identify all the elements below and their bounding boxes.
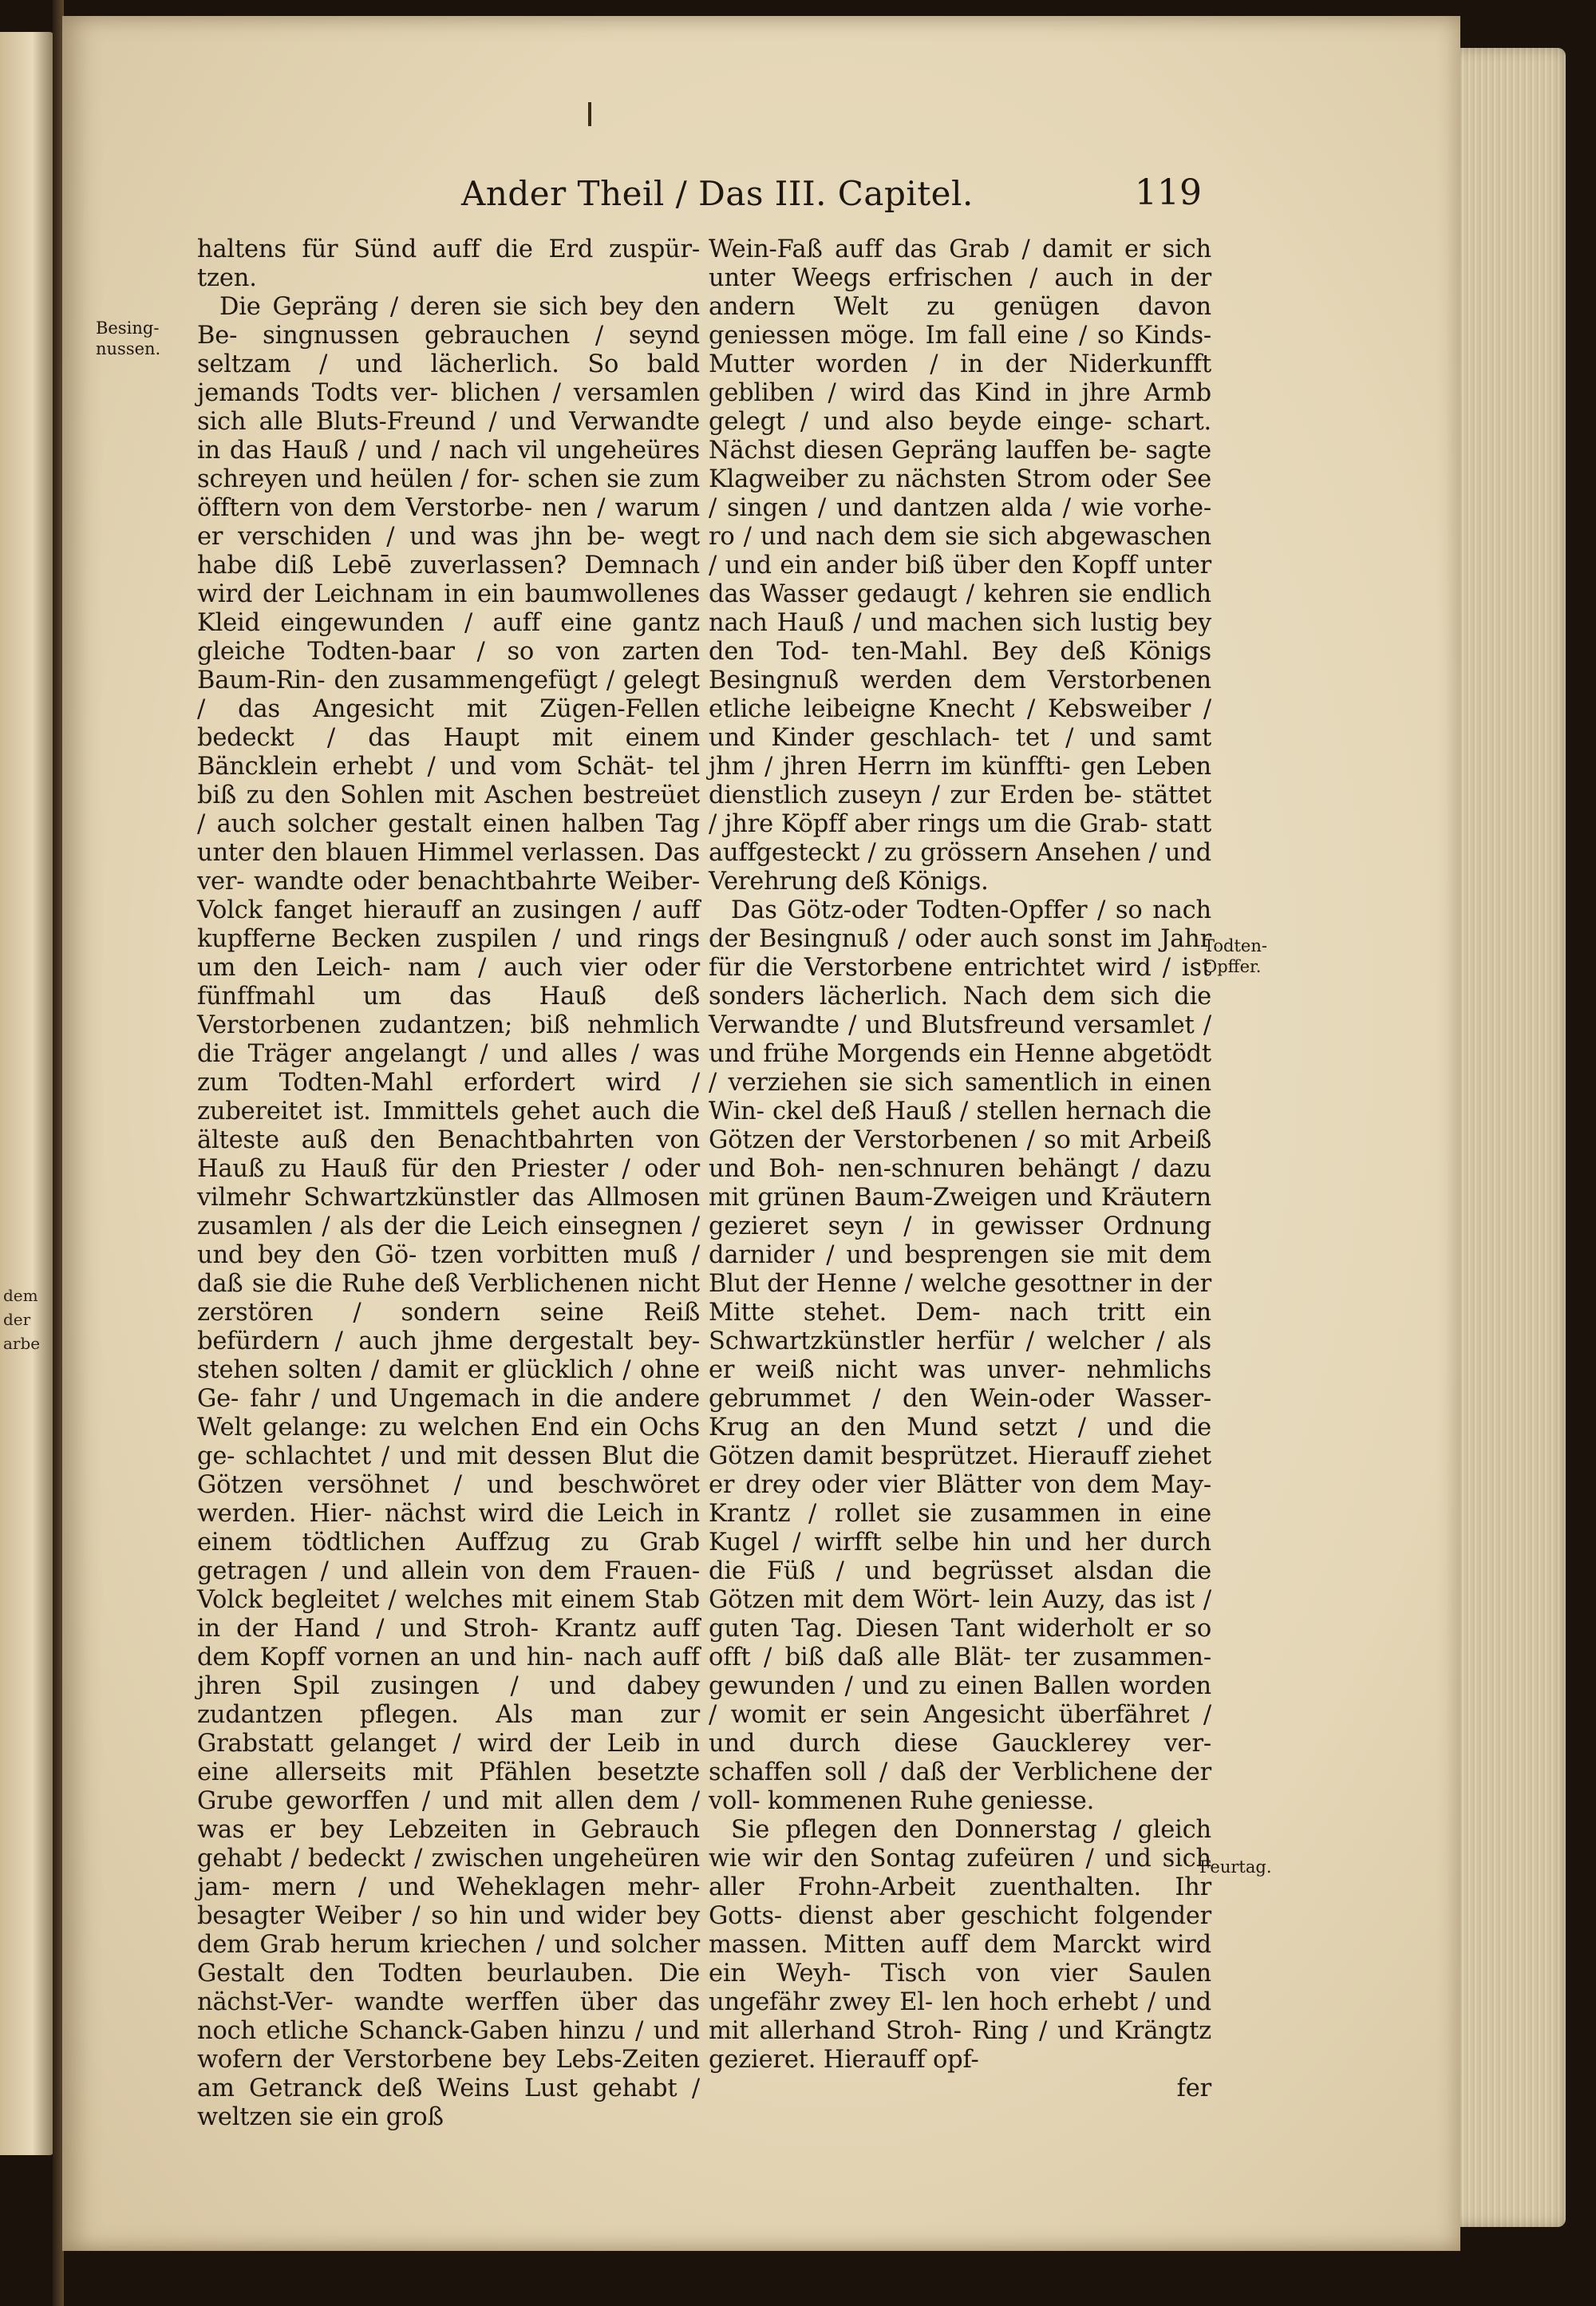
margin-note: Todten- Opffer.	[1203, 936, 1267, 976]
margin-note: Besing- nussen.	[96, 318, 161, 358]
page-number: 119	[1135, 172, 1202, 213]
page-edges	[1446, 48, 1566, 2227]
margin-note: Feurtag.	[1199, 1857, 1272, 1877]
right-column	[709, 235, 1211, 2103]
left-page-fragment: der	[3, 1310, 31, 1329]
paragraph: Sie pflegen den Donnerstag / gleich wie wir den Sontag zufeüren / und sich aller Frohn-Arbeit zuenthalten. Ihr Gotts- dienst aber geschicht folgender massen. Mitten auff dem Marckt wird ein Weyh- Tisch von vier Saulen ungefähr zwey El- len hoch erhebt / und mit allerhand Stroh- Ring / und Krängtz gezieret. Hierauff opf-	[709, 1816, 1211, 2074]
left-page-fragment: dem	[3, 1286, 38, 1305]
running-head: Ander Theil / Das III. Capitel.	[461, 174, 974, 213]
left-column	[197, 235, 700, 2132]
paragraph: Das Götz-oder Todten-Opffer / so nach der Besingnuß / oder auch sonst im Jahr für die Verstorbene entrichtet wird / ist sonders lächerlich. Nach dem sich die Verwandte / und Blutsfreund versamlet / und frühe Morgends ein Henne abgetödt / verziehen sie sich samentlich in einen Win- ckel deß Hauß / stellen hernach die Götzen der Verstorbenen / so mit Arbeiß und Boh- nen-schnuren behängt / dazu mit grünen Baum-Zweigen und Kräutern gezieret seyn / in gewisser Ordnung darnider / und besprengen sie mit dem Blut der Henne / welche gesottner in der Mitte stehet. Dem- nach tritt ein Schwartzkünstler herfür / welcher / als er weiß nicht was unver- nehmlichs gebrummet / den Wein-oder Wasser-Krug an den Mund setzt / und die Götzen damit besprützet. Hierauff ziehet er drey oder vier Blätter von dem May- Krantz / rollet sie zusammen in eine Kugel / wirfft selbe hin und her durch die Füß / und begrüsset alsdan die Götzen mit dem Wört- lein Auzy, das ist / guten Tag. Diesen Tant widerholt er so offt / biß daß alle Blät- ter zusammen-gewunden / und zu einen Ballen worden / womit er sein Angesicht überfähret / und durch diese Gaucklerey ver- schaffen soll / daß der Verblichene der voll- kommenen Ruhe geniesse.	[709, 896, 1211, 1815]
left-page-edge	[0, 32, 54, 2155]
ink-mark	[588, 102, 591, 126]
catchword: fer	[1176, 2075, 1211, 2102]
paragraph: haltens für Sünd auff die Erd zuspür- tzen.	[197, 235, 700, 292]
paragraph: Wein-Faß auff das Grab / damit er sich unter Weegs erfrischen / auch in der andern Welt zu genügen davon geniessen möge. Im fall eine / so Kinds-Mutter worden / in der Niderkunfft gebliben / wird das Kind in jhre Armb gelegt / und also beyde einge- schart. Nächst diesen Gepräng lauffen be- sagte Klagweiber zu nächsten Strom oder See / singen / und dantzen alda / wie vorhe- ro / und nach dem sie sich abgewaschen / und ein ander biß über den Kopff unter das Wasser gedaugt / kehren sie endlich nach Hauß / und machen sich lustig bey den Tod- ten-Mahl. Bey deß Königs Besingnuß werden dem Verstorbenen etliche leibeigne Knecht / Kebsweiber / und Kinder geschlach- tet / und samt jhm / jhren Herrn im künffti- gen Leben dienstlich zuseyn / zur Erden be- stättet / jhre Köpff aber rings um die Grab- statt auffgesteckt / zu grössern Ansehen / und Verehrung deß Königs.	[709, 235, 1211, 896]
left-page-fragment: arbe	[3, 1334, 41, 1353]
paragraph: Die Gepräng / deren sie sich bey den Be- singnussen gebrauchen / seynd seltzam / und lächerlich. So bald jemands Todts ver- blichen / versamlen sich alle Bluts-Freund / und Verwandte in das Hauß / und / nach vil ungeheüres schreyen und heülen / for- schen sie zum öfftern von dem Verstorbe- nen / warum er verschiden / und was jhn be- wegt habe diß Lebē zuverlassen? Demnach wird der Leichnam in ein baumwollenes Kleid eingewunden / auff eine gantz gleiche Todten-baar / so von zarten Baum-Rin- den zusammengefügt / gelegt / das Angesicht mit Zügen-Fellen bedeckt / das Haupt mit einem Bäncklein erhebt / und vom Schät- tel biß zu den Sohlen mit Aschen bestreüet / auch solcher gestalt einen halben Tag unter den blauen Himmel verlassen. Das ver- wandte oder benachtbahrte Weiber-Volck fanget hierauff an zusingen / auff kupfferne Becken zuspilen / und rings um den Leich- nam / auch vier oder fünffmahl um das Hauß deß Verstorbenen zudantzen; biß nehmlich die Träger angelangt / und alles / was zum Todten-Mahl erfordert wird / zubereitet ist. Immittels gehet auch die älteste auß den Benachtbahrten von Hauß zu Hauß für den Priester / oder vilmehr Schwartzkünstler das Allmosen zusamlen / als der die Leich einsegnen / und bey den Gö- tzen vorbitten muß / daß sie die Ruhe deß Verblichenen nicht zerstören / sondern seine Reiß befürdern / auch jhme dergestalt bey- stehen solten / damit er glücklich / ohne Ge- fahr / und Ungemach in die andere Welt gelange: zu welchen End ein Ochs ge- schlachtet / und mit dessen Blut die Götzen versöhnet / und beschwöret werden. Hier- nächst wird die Leich in einem tödtlichen Auffzug zu Grab getragen / und allein von dem Frauen-Volck begleitet / welches mit einem Stab in der Hand / und Stroh- Krantz auff dem Kopff vornen an und hin- nach auff jhren Spil zusingen / und dabey zudantzen pflegen. Als man zur Grabstatt gelanget / wird der Leib in eine allerseits mit Pfählen besetzte Grube geworffen / und mit allen dem / was er bey Lebzeiten in Gebrauch gehabt / bedeckt / zwischen ungeheüren jam- mern / und Weheklagen mehr-besagter Weiber / so hin und wider bey dem Grab herum kriechen / und solcher Gestalt den Todten beurlauben. Die nächst-Ver- wandte werffen über das noch etliche Schanck-Gaben hinzu / und wofern der Verstorbene bey Lebs-Zeiten am Getranck deß Weins Lust gehabt / weltzen sie ein groß	[197, 293, 700, 2131]
